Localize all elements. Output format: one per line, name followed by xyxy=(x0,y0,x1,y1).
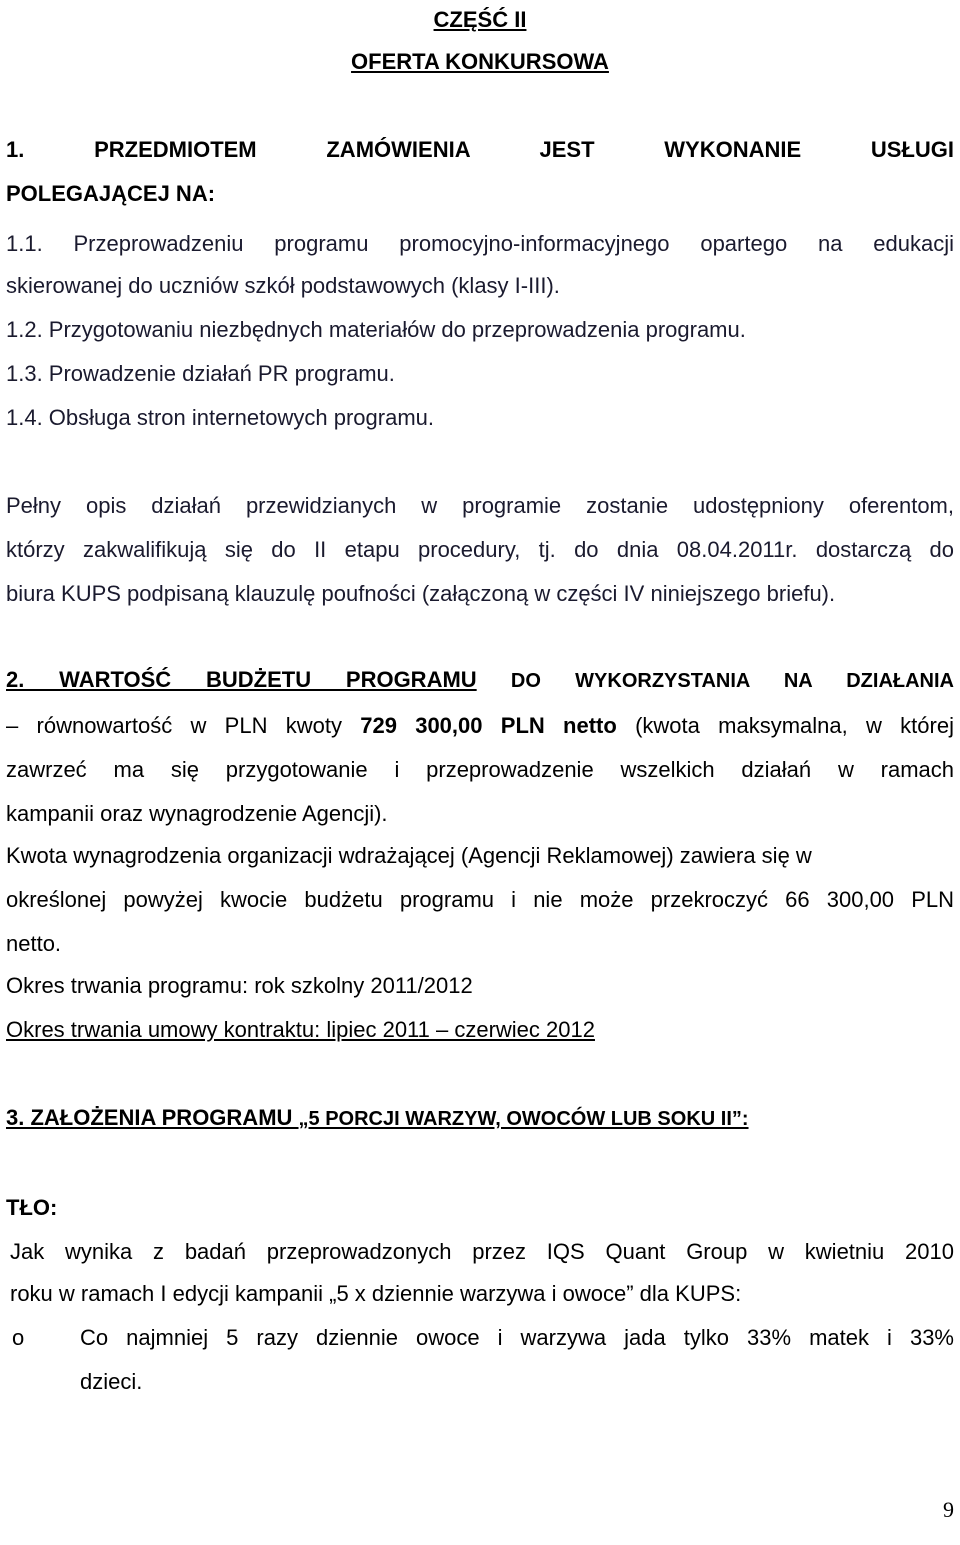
fee-line-2: określonej powyżej kwocie budżetu programu i nie może przekroczyć 66 300,00 PLN xyxy=(6,887,954,912)
section3-heading-campaign: „5 PORCJI WARZYW, OWOCÓW LUB SOKU II”: xyxy=(298,1108,749,1130)
bullet-line-1: Co najmniej 5 razy dziennie owoce i warzywa jada tylko 33% matek i 33% xyxy=(80,1325,954,1350)
section2-heading-main: 2. WARTOŚĆ BUDŻETU PROGRAMU xyxy=(6,667,477,692)
fee-line-1: Kwota wynagrodzenia organizacji wdrażającej (Agencji Reklamowej) zawiera się w xyxy=(6,843,812,868)
section3-heading xyxy=(6,1104,954,1133)
fee-line-3: netto. xyxy=(6,931,62,956)
program-period: Okres trwania programu: rok szkolny 2011/2012 xyxy=(6,973,473,998)
background-line-1: Jak wynika z badań przeprowadzonych przez IQS Quant Group w kwietniu 2010 xyxy=(10,1239,954,1264)
budget-amount: 729 300,00 PLN netto xyxy=(360,713,617,738)
budget-line-1 xyxy=(6,712,954,740)
note-line-3: biura KUPS podpisaną klauzulę poufności (załączoną w części IV niniejszego briefu). xyxy=(6,581,836,606)
background-line-2: roku w ramach I edycji kampanii „5 x dziennie warzywa i owoce” dla KUPS: xyxy=(10,1281,742,1306)
budget-text-b: (kwota maksymalna, w której xyxy=(616,713,954,738)
budget-line-3: kampanii oraz wynagrodzenie Agencji). xyxy=(6,801,388,826)
budget-text-a: – równowartość w PLN kwoty xyxy=(6,713,361,738)
budget-line-2: zawrzeć ma się przygotowanie i przeprowadzenie wszelkich działań w ramach xyxy=(6,757,954,782)
item-1-2: 1.2. Przygotowaniu niezbędnych materiałów do przeprowadzenia programu. xyxy=(6,317,746,342)
bullet-marker: o xyxy=(12,1325,25,1350)
section1-heading: 1. PRZEDMIOTEM ZAMÓWIENIA JEST WYKONANIE USŁUGI xyxy=(6,137,954,162)
item-1-1-cont: skierowanej do uczniów szkół podstawowych (klasy I-III). xyxy=(6,273,560,298)
note-line-1: Pełny opis działań przewidzianych w programie zostanie udostępniony oferentom, xyxy=(6,493,954,518)
item-1-3: 1.3. Prowadzenie działań PR programu. xyxy=(6,361,395,386)
part-title: CZĘŚĆ II xyxy=(433,7,527,32)
section3-heading-main: 3. ZAŁOŻENIA PROGRAMU xyxy=(6,1105,299,1130)
background-label: TŁO: xyxy=(6,1195,58,1220)
bullet-line-2: dzieci. xyxy=(80,1369,143,1394)
document-subtitle: OFERTA KONKURSOWA xyxy=(351,49,609,74)
section1-heading-cont: POLEGAJĄCEJ NA: xyxy=(6,181,216,206)
page-number: 9 xyxy=(943,1497,954,1522)
section2-heading xyxy=(6,666,954,695)
item-1-4: 1.4. Obsługa stron internetowych programu. xyxy=(6,405,435,430)
note-line-2: którzy zakwalifikują się do II etapu procedury, tj. do dnia 08.04.2011r. dostarczą do xyxy=(6,537,954,562)
item-1-1: 1.1. Przeprowadzeniu programu promocyjno-informacyjnego opartego na edukacji xyxy=(6,231,954,256)
contract-period: Okres trwania umowy kontraktu: lipiec 2011 – czerwiec 2012 xyxy=(6,1017,595,1042)
section2-heading-rest: DO WYKORZYSTANIA NA DZIAŁANIA xyxy=(476,670,954,692)
